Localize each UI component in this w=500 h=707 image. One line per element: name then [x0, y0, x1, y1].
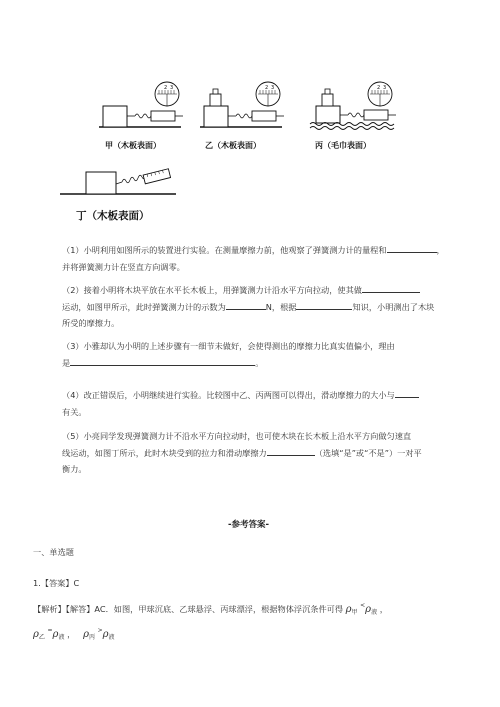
figure-ding: [58, 160, 178, 200]
figure-yi-caption: 乙（木板表面）: [205, 141, 261, 150]
answer-blank[interactable]: [226, 300, 266, 310]
analysis-line-1: 【解析】【解答】AC．如图，甲球沉底、乙球悬浮、丙球漂浮，根据物体浮沉条件可得 $\rho_甲$ $^<\rho_液$ ，: [33, 602, 388, 616]
answer-blank[interactable]: [70, 356, 255, 366]
question-1: （1）小明利用如图所示的装置进行实验。在测量摩擦力前，他观察了弹簧测力计的量程和 ， 并将弹簧测力计在竖直方向调零。: [62, 245, 445, 272]
section-heading: 一、单选题: [33, 547, 74, 557]
question-2: （2）接着小明将木块平放在水平长木板上，用弹簧测力计沿水平方向拉动，使其做 运动，如图甲所示，此时弹簧测力计的示数为 N，根据 知识，小明测出了木块 所受的摩擦力。: [62, 285, 435, 328]
scale-number: 3: [383, 85, 387, 91]
answer-blank[interactable]: [267, 446, 315, 456]
scale-number: 3: [170, 85, 174, 91]
question-5: （5）小亮同学发现弹簧测力计不沿水平方向拉动时，也可使木块在长木板上沿水平方向做匀速直 线运动，如图丁所示，此时木块受到的拉力和滑动摩擦力 （选填“是”或“不是”）一对平 衡力。: [62, 431, 422, 474]
scale-number: 2: [377, 85, 381, 91]
scale-number: 2: [164, 85, 168, 91]
scale-number: 3: [271, 85, 275, 91]
answer-blank[interactable]: [362, 283, 420, 293]
figure-jia: [95, 78, 185, 130]
figure-bing-caption: 丙（毛巾表面）: [315, 141, 371, 150]
figure-jia-caption: 甲（木板表面）: [105, 141, 161, 150]
question-3: （3）小雅却认为小明的上述步骤有一细节未做好，会使得测出的摩擦力比真实值偏小，理由 是 。: [62, 341, 395, 368]
figure-bing: [308, 78, 400, 132]
answer-blank[interactable]: [296, 300, 352, 310]
answer-blank[interactable]: [387, 243, 437, 253]
figure-yi: [196, 78, 286, 130]
figure-ding-caption: 丁（木板表面）: [76, 210, 150, 222]
answers-title: -参考答案-: [228, 520, 270, 530]
answer-blank[interactable]: [395, 388, 419, 398]
analysis-line-2: $\rho_乙$ $^=\rho_液$ ， $\rho_丙$ $^>\rho_液$: [33, 627, 115, 641]
answer-item: 1.【答案】C: [33, 578, 80, 588]
question-4: （4）改正错误后，小明继续进行实验。比较图中乙、丙两图可以得出，滑动摩擦力的大小与 有关。: [62, 387, 464, 420]
scale-number: 2: [265, 85, 269, 91]
